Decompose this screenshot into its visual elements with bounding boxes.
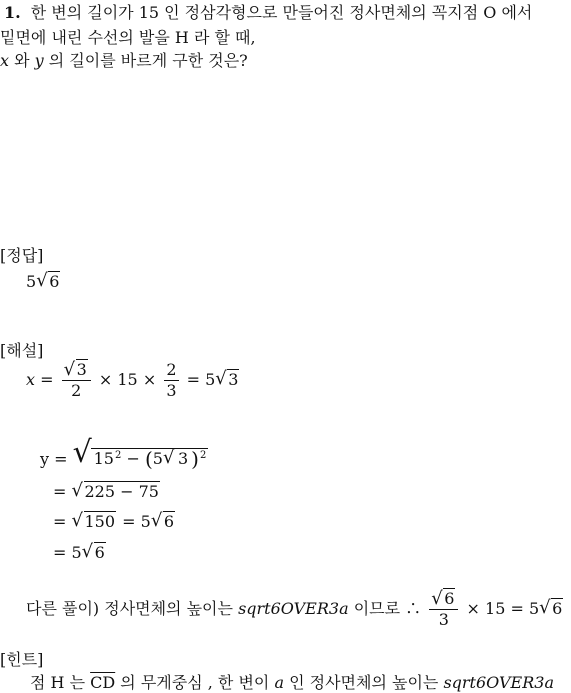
alt-tail: × 15 = 5 xyxy=(461,599,540,618)
alt-tail-radicand: 6 xyxy=(552,599,563,618)
y-step-3-tail: = 5 xyxy=(117,512,151,531)
question-text-tail: 의 길이를 바르게 구한 것은? xyxy=(43,51,248,70)
alt-tail-sqrt xyxy=(539,588,563,630)
hint-text-a: 점 H 는 xyxy=(30,673,91,692)
y-inner-a: 15 xyxy=(93,449,114,469)
x-frac-1-num-sqrt xyxy=(64,362,88,378)
question-line-2: 밑면에 내린 수선의 발을 H 라 할 때, xyxy=(0,28,256,47)
x-frac-2 xyxy=(164,362,178,399)
hint-segment: $\overline{CD}$ xyxy=(90,673,116,692)
alt-frac-num-sqrt xyxy=(431,591,455,607)
var-y: y xyxy=(34,51,44,70)
x-frac-1-num: 3 xyxy=(76,360,87,379)
question-number: 1. xyxy=(4,3,21,22)
y-equation xyxy=(40,446,208,472)
y-step-3-eq: = xyxy=(53,512,72,531)
x-equation xyxy=(26,360,240,400)
hint-text-b: 의 무게중심 , 한 변이 xyxy=(115,673,275,692)
y-inner-five: 5 xyxy=(152,449,163,469)
x-frac-1-den: 2 xyxy=(71,381,82,400)
alternate-solution xyxy=(26,588,564,630)
y-step-2-radicand: 225 − 75 xyxy=(84,482,159,501)
answer-sqrt xyxy=(36,272,60,292)
y-inner-sqrt xyxy=(163,449,190,469)
var-x: x xyxy=(0,51,10,70)
x-rhs-sqrt xyxy=(215,360,239,400)
y-inner-sup: 2 xyxy=(199,450,207,461)
alt-frac xyxy=(429,591,458,628)
x-frac-2-den: 3 xyxy=(166,381,177,400)
y-step-3-tail-radicand: 6 xyxy=(163,512,174,531)
y-step-4 xyxy=(53,543,107,563)
y-lhs: y xyxy=(40,449,50,469)
y-inner-a-sup: 2 xyxy=(114,450,122,461)
explanation-label: [해설] xyxy=(0,341,44,360)
x-rhs: = 5 xyxy=(181,370,216,389)
alt-frac-den: 3 xyxy=(438,610,449,629)
question-line-1 xyxy=(4,3,532,23)
answer-label: [정답] xyxy=(0,246,44,265)
alt-mid: 이므로 ∴ xyxy=(348,599,427,618)
y-eq: = xyxy=(49,449,73,469)
alt-frac-num: 6 xyxy=(444,589,455,608)
answer-value xyxy=(26,272,61,292)
y-step-3-sqrt xyxy=(72,512,117,532)
hint-label: [힌트] xyxy=(0,650,44,669)
alt-prefix: 다른 풀이) 정사면체의 높이는 xyxy=(26,599,239,618)
y-big-sqrt xyxy=(73,446,209,472)
y-step-3 xyxy=(53,512,176,532)
answer-radicand: 6 xyxy=(49,272,60,291)
x-frac-1 xyxy=(62,362,91,399)
hint-var-a: a xyxy=(274,673,284,692)
x-lhs: x xyxy=(26,370,36,389)
question-text-line-1: 한 변의 길이가 15 인 정삼각형으로 만들어진 정사면체의 꼭지점 O 에서 xyxy=(30,3,533,22)
y-inner-minus: − xyxy=(121,449,145,469)
answer-prefix: 5 xyxy=(26,272,37,291)
y-inner-open-paren: ( xyxy=(144,447,153,472)
x-mid: × 15 × xyxy=(93,370,162,389)
hint-text xyxy=(30,673,554,693)
y-step-2-eq: = xyxy=(53,482,72,501)
question-text-mid: 와 xyxy=(9,51,35,70)
y-inner-radicand: 3 xyxy=(175,448,190,468)
x-rhs-radicand: 3 xyxy=(228,370,239,389)
y-step-4-sqrt xyxy=(82,543,106,563)
y-radicand xyxy=(91,447,209,472)
question-line-3 xyxy=(0,51,248,71)
y-inner-close-paren: ) xyxy=(191,447,199,472)
y-step-3-tail-sqrt xyxy=(151,512,175,532)
x-eq: = xyxy=(35,370,59,389)
y-step-2-sqrt xyxy=(72,482,160,502)
hint-text-c: 인 정사면체의 높이는 xyxy=(284,673,444,692)
y-step-2 xyxy=(53,482,161,502)
alt-italic: sqrt6OVER3a xyxy=(238,599,349,618)
hint-italic-tail: sqrt6OVER3a xyxy=(443,673,554,692)
x-frac-2-num: 2 xyxy=(166,360,177,379)
y-step-3-radicand: 150 xyxy=(84,512,116,531)
y-step-4-eq: = 5 xyxy=(53,543,82,562)
y-step-4-radicand: 6 xyxy=(94,543,105,562)
